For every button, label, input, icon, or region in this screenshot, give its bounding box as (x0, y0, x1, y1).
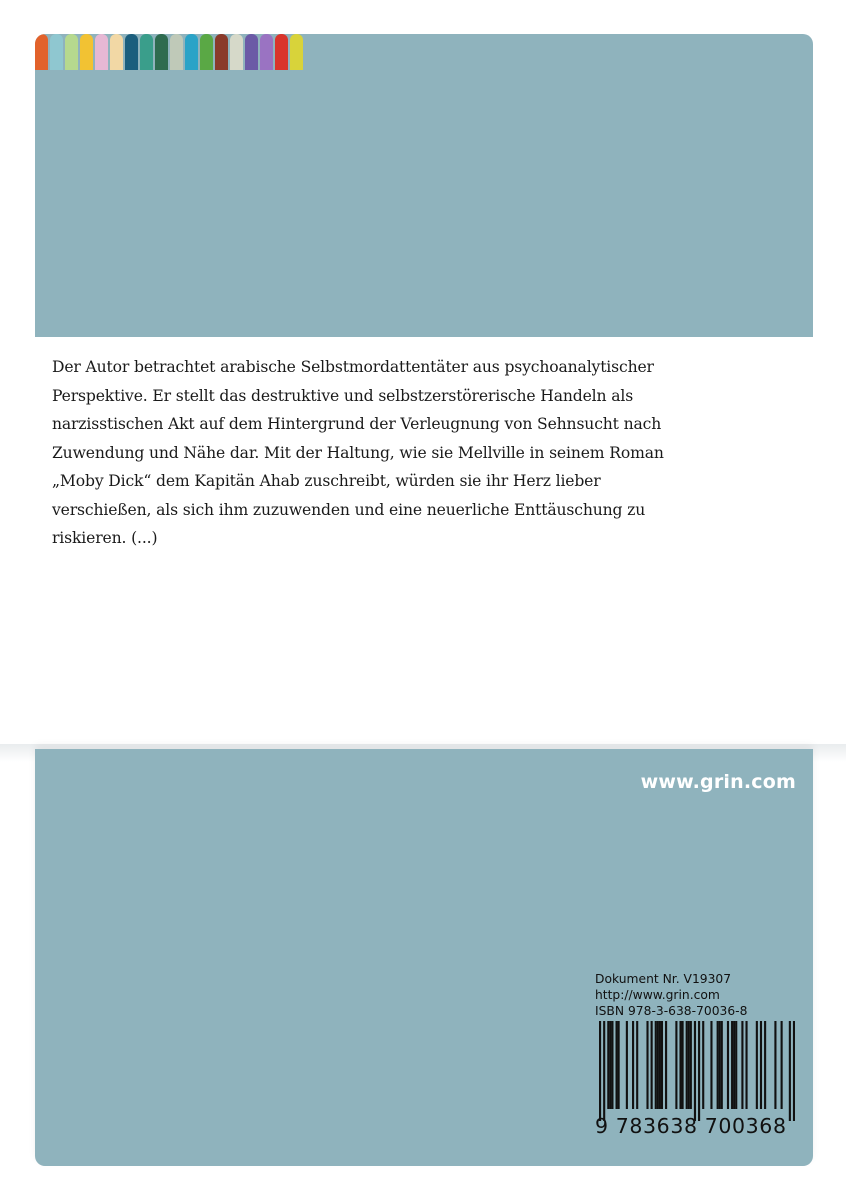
barcode-bar (702, 1021, 704, 1109)
barcode-bar (616, 1021, 618, 1109)
barcode-bar (719, 1021, 721, 1109)
barcode-bar (793, 1021, 795, 1121)
barcode-bar (657, 1021, 659, 1109)
blurb-line: Der Autor betrachtet arabische Selbstmordattentäter aus psychoanalytischer (52, 358, 654, 376)
document-number: Dokument Nr. V19307 (595, 972, 732, 986)
barcode-bar (611, 1021, 613, 1109)
barcode-bar (626, 1021, 628, 1109)
barcode-bar (710, 1021, 712, 1109)
barcode-bar (655, 1021, 657, 1109)
barcode-bar (659, 1021, 661, 1109)
barcode-bar (721, 1021, 723, 1109)
color-tab (170, 34, 183, 70)
color-tab (80, 34, 93, 70)
blurb-line: Zuwendung und Nähe dar. Mit der Haltung, wie sie Mellville in seinem Roman (52, 443, 664, 462)
blurb-line: „Moby Dick“ dem Kapitän Ahab zuschreibt, würden sie ihr Herz lieber (52, 472, 601, 490)
color-tab (95, 34, 108, 70)
barcode-bars (599, 1021, 795, 1121)
barcode-bar (665, 1021, 667, 1109)
color-tab (260, 34, 273, 70)
color-tab (155, 34, 168, 70)
blurb-line: narzisstischen Akt auf dem Hintergrund der Verleugnung von Sehnsucht nach (52, 415, 662, 433)
barcode-bar (679, 1021, 681, 1109)
barcode-bar (781, 1021, 783, 1109)
barcode-bar (698, 1021, 700, 1121)
barcode-bar (599, 1021, 601, 1121)
color-tab (65, 34, 78, 70)
blurb-line: riskieren. (...) (52, 529, 158, 547)
barcode-bar (733, 1021, 735, 1109)
barcode-bar (727, 1021, 729, 1109)
barcode-bar (731, 1021, 733, 1109)
isbn-barcode (595, 1021, 795, 1143)
barcode-bar (690, 1021, 692, 1109)
color-tab (110, 34, 123, 70)
blurb-line: verschießen, als sich ihm zuzuwenden und eine neuerliche Enttäuschung zu (52, 500, 646, 519)
blurb-line: Perspektive. Er stellt das destruktive und selbstzerstörerische Handeln als (52, 386, 634, 405)
barcode-bar (764, 1021, 766, 1109)
color-tab (275, 34, 288, 70)
color-tab (245, 34, 258, 70)
color-tab (125, 34, 138, 70)
publisher-url: http://www.grin.com (595, 988, 720, 1002)
barcode-bar (756, 1021, 758, 1109)
color-tab (290, 34, 303, 70)
barcode-bar (682, 1021, 684, 1109)
barcode-bar (760, 1021, 762, 1109)
barcode-bar (741, 1021, 743, 1109)
barcode-bar (688, 1021, 690, 1109)
cover-top-panel (35, 34, 813, 337)
color-tab (50, 34, 63, 70)
barcode-bar (632, 1021, 634, 1109)
barcode-bar (789, 1021, 791, 1121)
barcode-bar (745, 1021, 747, 1109)
barcode-bar (686, 1021, 688, 1109)
barcode-digits: 9 783638 700368 (595, 1114, 787, 1138)
barcode-bar (735, 1021, 737, 1109)
barcode-bar (609, 1021, 611, 1109)
color-tab (185, 34, 198, 70)
barcode-bar (636, 1021, 638, 1109)
color-tab (35, 34, 48, 70)
color-tab (200, 34, 213, 70)
barcode-bar (675, 1021, 677, 1109)
barcode-bar (694, 1021, 696, 1121)
isbn-number: ISBN 978-3-638-70036-8 (595, 1004, 748, 1018)
color-tab (140, 34, 153, 70)
color-tab-strip (35, 34, 305, 70)
barcode-bar (646, 1021, 648, 1109)
color-tab (230, 34, 243, 70)
barcode-bar (618, 1021, 620, 1109)
barcode-bar (603, 1021, 605, 1121)
color-tab (215, 34, 228, 70)
blurb-text (52, 353, 797, 553)
barcode-bar (651, 1021, 653, 1109)
barcode-bar (774, 1021, 776, 1109)
barcode-bar (717, 1021, 719, 1109)
document-info (595, 971, 747, 1019)
cover-bottom-panel (35, 749, 813, 1166)
publisher-website: www.grin.com (640, 771, 796, 793)
barcode-bar (661, 1021, 663, 1109)
barcode-bar (607, 1021, 609, 1109)
